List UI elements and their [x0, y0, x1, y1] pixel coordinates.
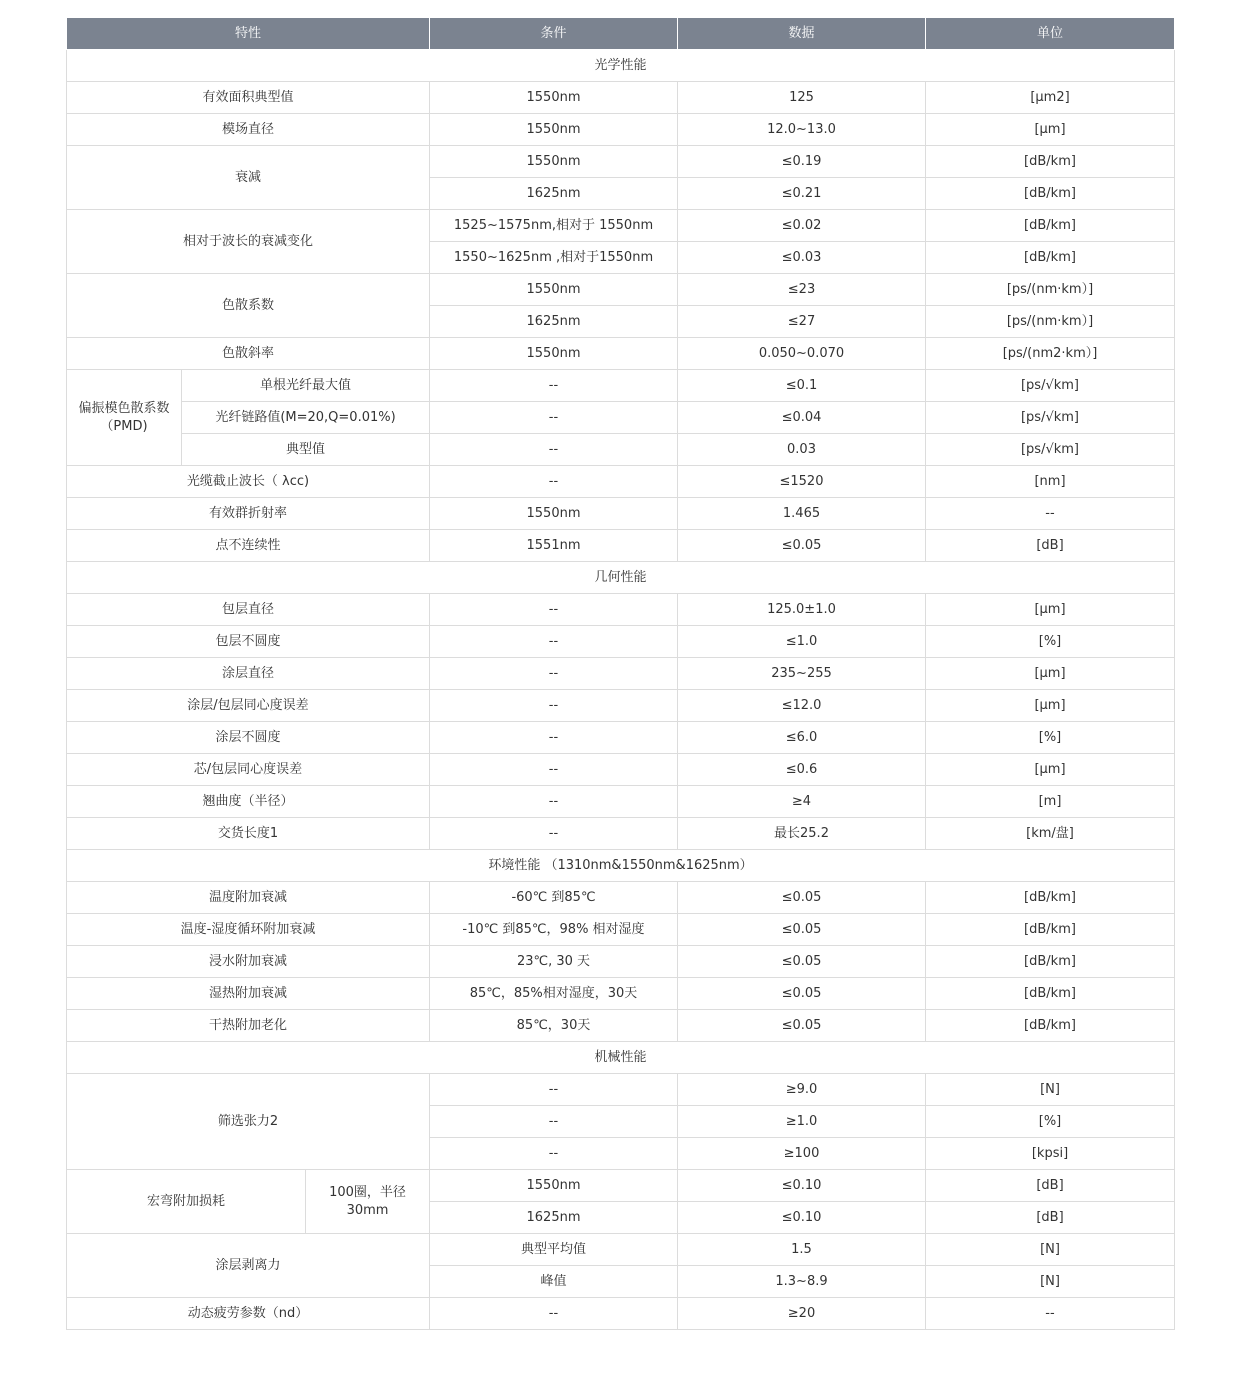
row-unit: [dB/km]	[926, 1010, 1175, 1042]
row-condition: --	[430, 1074, 678, 1106]
table-row	[67, 658, 1175, 690]
row-condition: 85℃，85%相对湿度，30天	[430, 978, 678, 1010]
row-name: 相对于波长的衰减变化	[67, 210, 430, 274]
row-unit: [N]	[926, 1234, 1175, 1266]
row-unit: [m]	[926, 786, 1175, 818]
row-value: ≤0.1	[678, 370, 926, 402]
row-condition: --	[430, 370, 678, 402]
row-unit: [nm]	[926, 466, 1175, 498]
row-subname: 单根光纤最大值	[182, 370, 430, 402]
row-name: 交货长度1	[67, 818, 430, 850]
row-condition: --	[430, 818, 678, 850]
table-row	[67, 146, 1175, 178]
section-row	[67, 50, 1175, 82]
table-row	[67, 498, 1175, 530]
row-subname: 100圈，半径30mm	[306, 1170, 430, 1234]
row-unit: [%]	[926, 1106, 1175, 1138]
row-name: 色散斜率	[67, 338, 430, 370]
row-name: 模场直径	[67, 114, 430, 146]
table-row	[67, 754, 1175, 786]
row-unit: [N]	[926, 1266, 1175, 1298]
row-unit: [dB/km]	[926, 146, 1175, 178]
row-value: ≤0.21	[678, 178, 926, 210]
row-condition: --	[430, 658, 678, 690]
row-unit: [dB/km]	[926, 210, 1175, 242]
row-value: ≤23	[678, 274, 926, 306]
row-unit: [μm]	[926, 658, 1175, 690]
section-row	[67, 850, 1175, 882]
header-unit: 单位	[926, 18, 1175, 50]
spec-table	[66, 17, 1175, 1330]
table-row	[67, 434, 1175, 466]
row-unit: [μm]	[926, 690, 1175, 722]
row-value: ≤0.03	[678, 242, 926, 274]
row-name: 芯/包层同心度误差	[67, 754, 430, 786]
row-name: 干热附加老化	[67, 1010, 430, 1042]
row-unit: [μm2]	[926, 82, 1175, 114]
section-optical: 光学性能	[67, 50, 1175, 82]
row-condition: 1550nm	[430, 146, 678, 178]
row-value: ≤0.05	[678, 946, 926, 978]
header-value: 数据	[678, 18, 926, 50]
row-unit: [dB/km]	[926, 178, 1175, 210]
row-value: 最长25.2	[678, 818, 926, 850]
row-unit: [kpsi]	[926, 1138, 1175, 1170]
header-row	[67, 18, 1175, 50]
row-unit: [μm]	[926, 114, 1175, 146]
row-name: 湿热附加衰减	[67, 978, 430, 1010]
section-row	[67, 1042, 1175, 1074]
row-name: 温度-湿度循环附加衰减	[67, 914, 430, 946]
row-unit: [ps/(nm·km）]	[926, 306, 1175, 338]
row-unit: --	[926, 498, 1175, 530]
row-name: 衰减	[67, 146, 430, 210]
row-condition: 峰值	[430, 1266, 678, 1298]
row-value: ≥1.0	[678, 1106, 926, 1138]
table-row	[67, 114, 1175, 146]
row-name: 翘曲度（半径）	[67, 786, 430, 818]
table-row	[67, 690, 1175, 722]
table-row	[67, 530, 1175, 562]
row-subname: 光纤链路值(M=20,Q=0.01%)	[182, 402, 430, 434]
row-value: 125	[678, 82, 926, 114]
row-value: 0.03	[678, 434, 926, 466]
header-condition: 条件	[430, 18, 678, 50]
row-condition: -10℃ 到85℃，98% 相对湿度	[430, 914, 678, 946]
row-value: 235~255	[678, 658, 926, 690]
row-unit: [dB]	[926, 1202, 1175, 1234]
row-condition: --	[430, 434, 678, 466]
row-name: 涂层剥离力	[67, 1234, 430, 1298]
row-value: ≤0.05	[678, 978, 926, 1010]
table-row	[67, 210, 1175, 242]
table-row	[67, 466, 1175, 498]
row-condition: --	[430, 1138, 678, 1170]
row-value: ≤1520	[678, 466, 926, 498]
row-condition: 1625nm	[430, 1202, 678, 1234]
spec-table-container	[66, 17, 1174, 1330]
table-row	[67, 370, 1175, 402]
row-unit: [dB/km]	[926, 882, 1175, 914]
row-value: ≤0.04	[678, 402, 926, 434]
table-row	[67, 946, 1175, 978]
row-value: ≤0.05	[678, 530, 926, 562]
row-value: 125.0±1.0	[678, 594, 926, 626]
row-value: ≥9.0	[678, 1074, 926, 1106]
row-value: ≤0.05	[678, 1010, 926, 1042]
row-name: 偏振模色散系数（PMD)	[67, 370, 182, 466]
row-unit: [dB/km]	[926, 914, 1175, 946]
row-unit: --	[926, 1298, 1175, 1330]
row-name: 有效群折射率	[67, 498, 430, 530]
table-row	[67, 978, 1175, 1010]
row-unit: [km/盘]	[926, 818, 1175, 850]
row-condition: 1550nm	[430, 82, 678, 114]
section-mechanical: 机械性能	[67, 1042, 1175, 1074]
row-condition: 1625nm	[430, 306, 678, 338]
row-condition: --	[430, 1298, 678, 1330]
row-value: 12.0~13.0	[678, 114, 926, 146]
row-condition: --	[430, 754, 678, 786]
table-row	[67, 818, 1175, 850]
row-condition: --	[430, 786, 678, 818]
row-name: 有效面积典型值	[67, 82, 430, 114]
row-unit: [dB]	[926, 1170, 1175, 1202]
table-row	[67, 626, 1175, 658]
row-condition: --	[430, 1106, 678, 1138]
row-unit: [μm]	[926, 754, 1175, 786]
row-condition: --	[430, 594, 678, 626]
row-value: ≤6.0	[678, 722, 926, 754]
row-value: ≤0.19	[678, 146, 926, 178]
row-name: 涂层不圆度	[67, 722, 430, 754]
row-name: 涂层/包层同心度误差	[67, 690, 430, 722]
table-row	[67, 914, 1175, 946]
row-value: ≤0.02	[678, 210, 926, 242]
table-row	[67, 1298, 1175, 1330]
row-condition: 1550~1625nm ,相对于1550nm	[430, 242, 678, 274]
row-condition: 1550nm	[430, 274, 678, 306]
table-row	[67, 786, 1175, 818]
row-unit: [dB/km]	[926, 978, 1175, 1010]
table-row	[67, 722, 1175, 754]
row-name: 包层直径	[67, 594, 430, 626]
table-row	[67, 1234, 1175, 1266]
row-condition: 85℃，30天	[430, 1010, 678, 1042]
row-condition: 1550nm	[430, 1170, 678, 1202]
row-value: ≥100	[678, 1138, 926, 1170]
row-condition: 1550nm	[430, 338, 678, 370]
row-name: 筛选张力2	[67, 1074, 430, 1170]
section-geometric: 几何性能	[67, 562, 1175, 594]
row-value: 0.050~0.070	[678, 338, 926, 370]
row-unit: [N]	[926, 1074, 1175, 1106]
table-row	[67, 402, 1175, 434]
row-unit: [μm]	[926, 594, 1175, 626]
row-unit: [dB/km]	[926, 946, 1175, 978]
table-row	[67, 1170, 1175, 1202]
table-row	[67, 82, 1175, 114]
row-name: 浸水附加衰减	[67, 946, 430, 978]
row-unit: [ps/√km]	[926, 434, 1175, 466]
row-condition: --	[430, 626, 678, 658]
row-unit: [%]	[926, 722, 1175, 754]
row-value: ≤1.0	[678, 626, 926, 658]
row-unit: [ps/√km]	[926, 370, 1175, 402]
row-value: 1.5	[678, 1234, 926, 1266]
row-name: 温度附加衰减	[67, 882, 430, 914]
row-unit: [dB/km]	[926, 242, 1175, 274]
row-value: ≤12.0	[678, 690, 926, 722]
row-value: ≤0.05	[678, 882, 926, 914]
header-characteristic: 特性	[67, 18, 430, 50]
row-condition: 1551nm	[430, 530, 678, 562]
table-row	[67, 274, 1175, 306]
row-value: ≤0.6	[678, 754, 926, 786]
row-condition: 1525~1575nm,相对于 1550nm	[430, 210, 678, 242]
row-value: ≤27	[678, 306, 926, 338]
row-condition: -60℃ 到85℃	[430, 882, 678, 914]
row-value: 1.3~8.9	[678, 1266, 926, 1298]
row-name: 涂层直径	[67, 658, 430, 690]
row-value: ≤0.05	[678, 914, 926, 946]
row-condition: --	[430, 690, 678, 722]
row-condition: --	[430, 466, 678, 498]
row-name: 点不连续性	[67, 530, 430, 562]
row-name: 色散系数	[67, 274, 430, 338]
row-name: 动态疲劳参数（nd）	[67, 1298, 430, 1330]
row-value: ≤0.10	[678, 1202, 926, 1234]
row-condition: 典型平均值	[430, 1234, 678, 1266]
row-condition: 1625nm	[430, 178, 678, 210]
row-unit: [%]	[926, 626, 1175, 658]
row-subname: 典型值	[182, 434, 430, 466]
row-name: 光缆截止波长（ λcc)	[67, 466, 430, 498]
row-unit: [dB]	[926, 530, 1175, 562]
row-condition: --	[430, 722, 678, 754]
table-row	[67, 882, 1175, 914]
row-condition: 23℃, 30 天	[430, 946, 678, 978]
row-value: ≥4	[678, 786, 926, 818]
section-environmental: 环境性能 （1310nm&1550nm&1625nm）	[67, 850, 1175, 882]
table-row	[67, 594, 1175, 626]
table-row	[67, 1074, 1175, 1106]
row-unit: [ps/(nm·km）]	[926, 274, 1175, 306]
row-value: 1.465	[678, 498, 926, 530]
row-unit: [ps/√km]	[926, 402, 1175, 434]
row-value: ≤0.10	[678, 1170, 926, 1202]
row-condition: 1550nm	[430, 114, 678, 146]
section-row	[67, 562, 1175, 594]
row-condition: --	[430, 402, 678, 434]
row-unit: [ps/(nm2·km）]	[926, 338, 1175, 370]
table-row	[67, 338, 1175, 370]
row-value: ≥20	[678, 1298, 926, 1330]
row-name: 包层不圆度	[67, 626, 430, 658]
table-row	[67, 1010, 1175, 1042]
row-name: 宏弯附加损耗	[67, 1170, 306, 1234]
row-condition: 1550nm	[430, 498, 678, 530]
